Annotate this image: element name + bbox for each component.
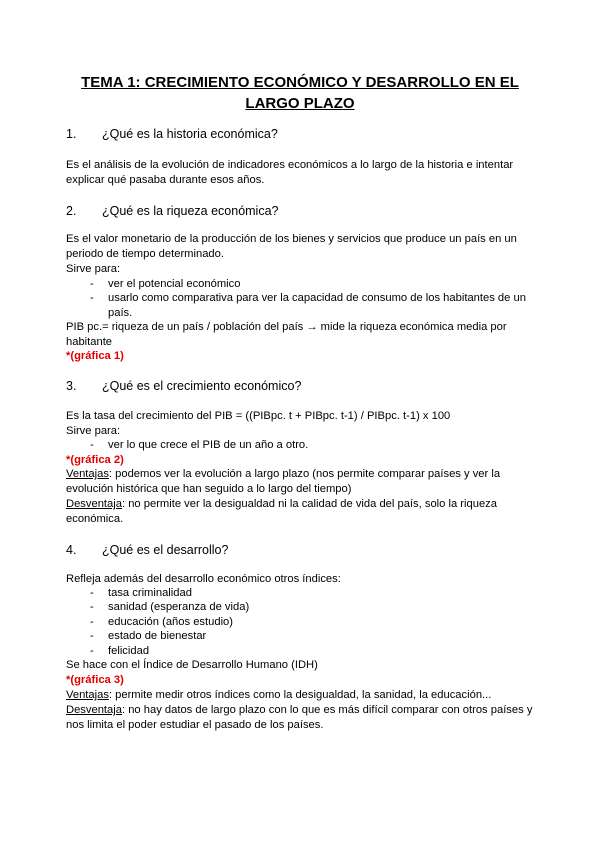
list-item: - sanidad (esperanza de vida) bbox=[90, 601, 250, 613]
section-2-text: Es el valor monetario de la producción de los bienes y servicios que produce un país en un periodo de tiempo determinado. bbox=[66, 233, 517, 260]
section-4-title: ¿Qué es el desarrollo? bbox=[102, 543, 229, 557]
document-title bbox=[60, 72, 540, 114]
section-1-text: Es el análisis de la evolución de indicadores económicos a lo largo de la historia e intentar explicar qué pasaba durante esos años. bbox=[66, 159, 514, 186]
section-3-text: Es la tasa del crecimiento del PIB = ((PIBpc. t + PIBpc. t-1) / PIBpc. t-1) x 100 bbox=[66, 410, 451, 422]
section-3-heading bbox=[66, 378, 301, 394]
list-item: - felicidad bbox=[90, 645, 150, 657]
title-line-1: TEMA 1: CRECIMIENTO ECONÓMICO Y DESARROLLO EN EL bbox=[81, 74, 519, 91]
section-2-pib: PIB pc.= riqueza de un país / población del país → mide la riqueza económica media por habitante bbox=[66, 321, 507, 348]
section-2-number: 2. bbox=[66, 204, 77, 218]
section-2-grafica: *(gráfica 1) bbox=[66, 350, 124, 362]
list-item: - usarlo como comparativa para ver la capacidad de consumo de los habitantes de un país. bbox=[90, 292, 526, 319]
section-2-sirve: Sirve para: bbox=[66, 263, 121, 275]
section-4-number: 4. bbox=[66, 543, 77, 557]
section-2-title: ¿Qué es la riqueza económica? bbox=[102, 204, 279, 218]
list-item: - ver lo que crece el PIB de un año a otro. bbox=[90, 439, 309, 451]
section-1-number: 1. bbox=[66, 127, 77, 141]
section-3-sirve: Sirve para: bbox=[66, 425, 121, 437]
section-3-number: 3. bbox=[66, 379, 77, 393]
section-3-desventaja: Desventaja: no permite ver la desigualdad ni la calidad de vida del país, solo la riqueza económica. bbox=[66, 498, 497, 525]
list-item: - educación (años estudio) bbox=[90, 616, 234, 628]
section-4-heading bbox=[66, 542, 228, 558]
section-2-heading bbox=[66, 203, 278, 219]
section-1-title: ¿Qué es la historia económica? bbox=[102, 127, 278, 141]
section-4-text: Refleja además del desarrollo económico otros índices: bbox=[66, 573, 341, 585]
section-3-title: ¿Qué es el crecimiento económico? bbox=[102, 379, 302, 393]
section-3-ventajas: Ventajas: podemos ver la evolución a largo plazo (nos permite comparar países y ver la evolución histórica que han seguido a lo largo del tiempo) bbox=[66, 468, 501, 495]
list-item: - estado de bienestar bbox=[90, 630, 207, 642]
section-3-grafica: *(gráfica 2) bbox=[66, 454, 124, 466]
list-item: - ver el potencial económico bbox=[90, 278, 241, 290]
title-line-2: LARGO PLAZO bbox=[245, 95, 355, 112]
section-1-heading bbox=[66, 126, 278, 142]
section-4-ventajas: Ventajas: permite medir otros índices como la desigualdad, la sanidad, la educación... bbox=[66, 689, 492, 701]
section-4-idh: Se hace con el Índice de Desarrollo Humano (IDH) bbox=[66, 659, 318, 671]
section-4-desventaja: Desventaja: no hay datos de largo plazo con lo que es más difícil comparar con otros países y nos limita el poder estudiar el pasado de los países. bbox=[66, 704, 533, 731]
list-item: - tasa criminalidad bbox=[90, 587, 192, 599]
section-4-grafica: *(gráfica 3) bbox=[66, 674, 124, 686]
